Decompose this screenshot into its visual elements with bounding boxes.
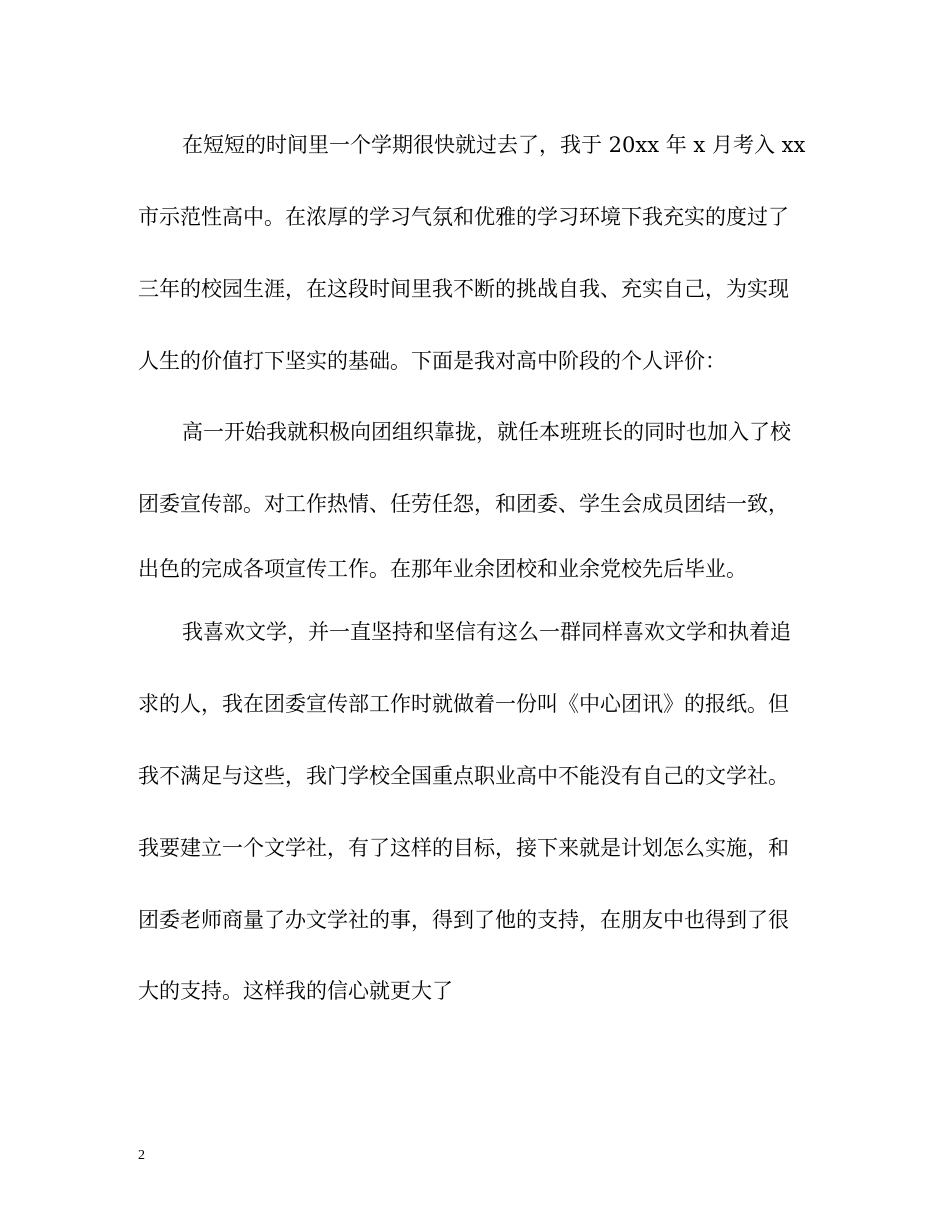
page-number: 2 (138, 1148, 145, 1163)
paragraph-2-line-1: 高一开始我就积极向团组织靠拢，就任本班班长的同时也加入了校 (182, 420, 791, 444)
paragraph-1-line-1: 在短短的时间里一个学期很快就过去了，我于 20xx 年 x 月考入 xx (182, 133, 806, 157)
paragraph-2-line-2: 团委宣传部。对工作热情、任劳任怨，和团委、学生会成员团结一致， (138, 492, 789, 516)
paragraph-3-line-4: 我要建立一个文学社，有了这样的目标，接下来就是计划怎么实施，和 (138, 836, 789, 860)
paragraph-1-line-3: 三年的校园生涯，在这段时间里我不断的挑战自我、充实自己，为实现 (138, 277, 789, 301)
paragraph-3-line-3: 我不满足与这些，我门学校全国重点职业高中不能没有自己的文学社。 (138, 764, 789, 788)
paragraph-3-line-6: 大的支持。这样我的信心就更大了 (138, 979, 453, 1003)
paragraph-3-line-2: 求的人，我在团委宣传部工作时就做着一份叫《中心团讯》的报纸。但 (138, 692, 789, 716)
paragraph-3-line-5: 团委老师商量了办文学社的事，得到了他的支持，在朋友中也得到了很 (138, 908, 789, 932)
paragraph-1-line-2: 市示范性高中。在浓厚的学习气氛和优雅的学习环境下我充实的度过了 (138, 205, 789, 229)
paragraph-3-line-1: 我喜欢文学，并一直坚持和坚信有这么一群同样喜欢文学和执着追 (182, 620, 791, 644)
paragraph-2-line-3: 出色的完成各项宣传工作。在那年业余团校和业余党校先后毕业。 (138, 557, 747, 581)
paragraph-1-line-4: 人生的价值打下坚实的基础。下面是我对高中阶段的个人评价： (138, 349, 726, 373)
